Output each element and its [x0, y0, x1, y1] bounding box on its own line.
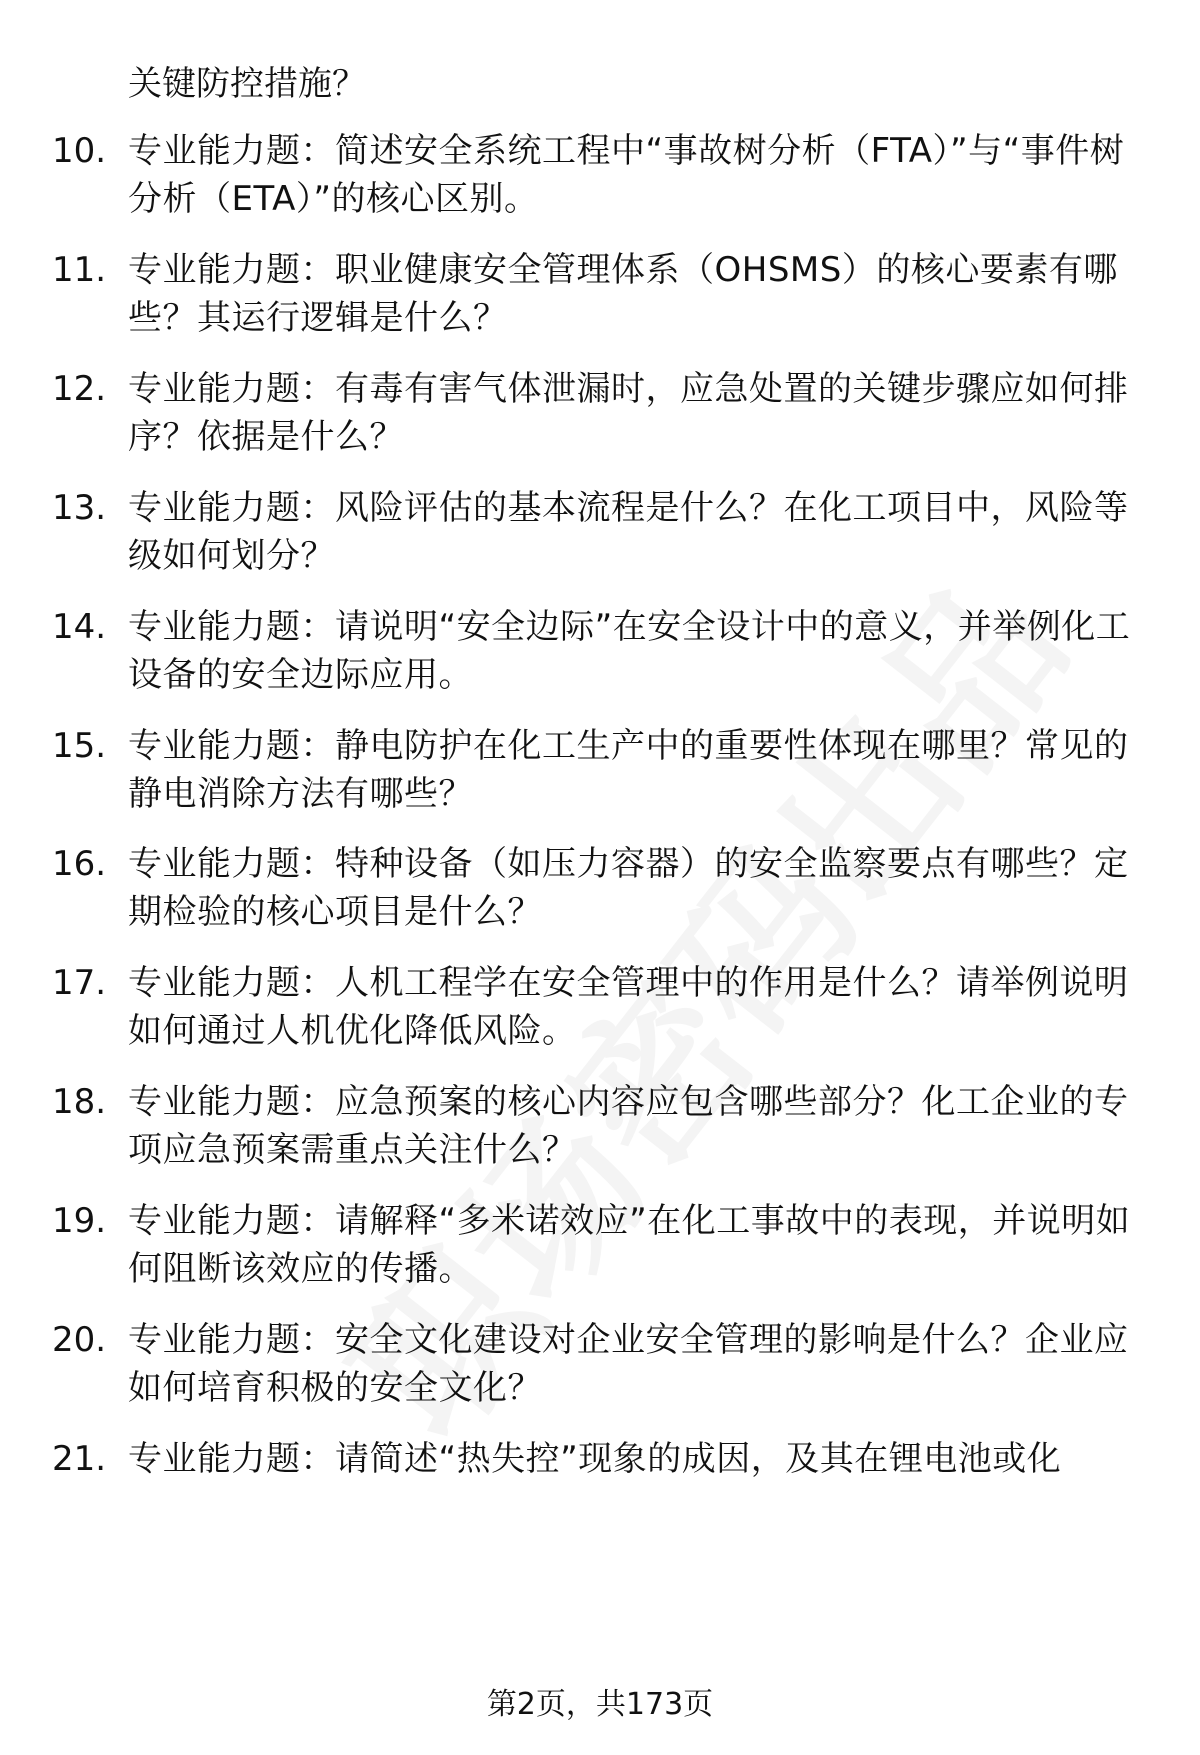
item-number: 20. [52, 1320, 107, 1360]
item-text: 专业能力题：静电防护在化工生产中的重要性体现在哪里？常见的静电消除方法有哪些？ [128, 726, 1129, 814]
item-number: 18. [52, 1082, 107, 1122]
item-text: 专业能力题：应急预案的核心内容应包含哪些部分？化工企业的专项应急预案需重点关注什么？ [128, 1082, 1129, 1170]
item-text: 专业能力题：人机工程学在安全管理中的作用是什么？请举例说明如何通过人机优化降低风险。 [128, 963, 1129, 1051]
item-number: 19. [52, 1201, 107, 1241]
continued-question-text: 关键防控措施？ [128, 64, 366, 104]
item-number: 16. [52, 844, 107, 884]
item-text: 专业能力题：特种设备（如压力容器）的安全监察要点有哪些？定期检验的核心项目是什么？ [128, 844, 1129, 932]
item-number: 12. [52, 369, 107, 409]
item-text: 专业能力题：请说明“安全边际”在安全设计中的意义，并举例化工设备的安全边际应用。 [128, 607, 1131, 695]
item-text: 专业能力题：请简述“热失控”现象的成因，及其在锂电池或化 [128, 1439, 1062, 1479]
item-number: 10. [52, 131, 107, 171]
item-number: 17. [52, 963, 107, 1003]
item-number: 15. [52, 726, 107, 766]
item-number: 14. [52, 607, 107, 647]
page-footer: 第2页，共173页 [486, 1687, 714, 1722]
item-number: 13. [52, 488, 107, 528]
item-text: 专业能力题：有毒有害气体泄漏时，应急处置的关键步骤应如何排序？依据是什么？ [128, 369, 1129, 457]
item-number: 11. [52, 250, 107, 290]
item-text: 专业能力题：职业健康安全管理体系（OHSMS）的核心要素有哪些？其运行逻辑是什么？ [128, 250, 1118, 338]
item-text: 专业能力题：简述安全系统工程中“事故树分析（FTA）”与“事件树分析（ETA）”的核心区别。 [128, 131, 1125, 219]
item-number: 21. [52, 1439, 107, 1479]
item-text: 专业能力题：风险评估的基本流程是什么？在化工项目中，风险等级如何划分？ [128, 488, 1129, 576]
item-text: 专业能力题：请解释“多米诺效应”在化工事故中的表现，并说明如何阻断该效应的传播。 [128, 1201, 1131, 1289]
item-text: 专业能力题：安全文化建设对企业安全管理的影响是什么？企业应如何培育积极的安全文化？ [128, 1320, 1129, 1408]
